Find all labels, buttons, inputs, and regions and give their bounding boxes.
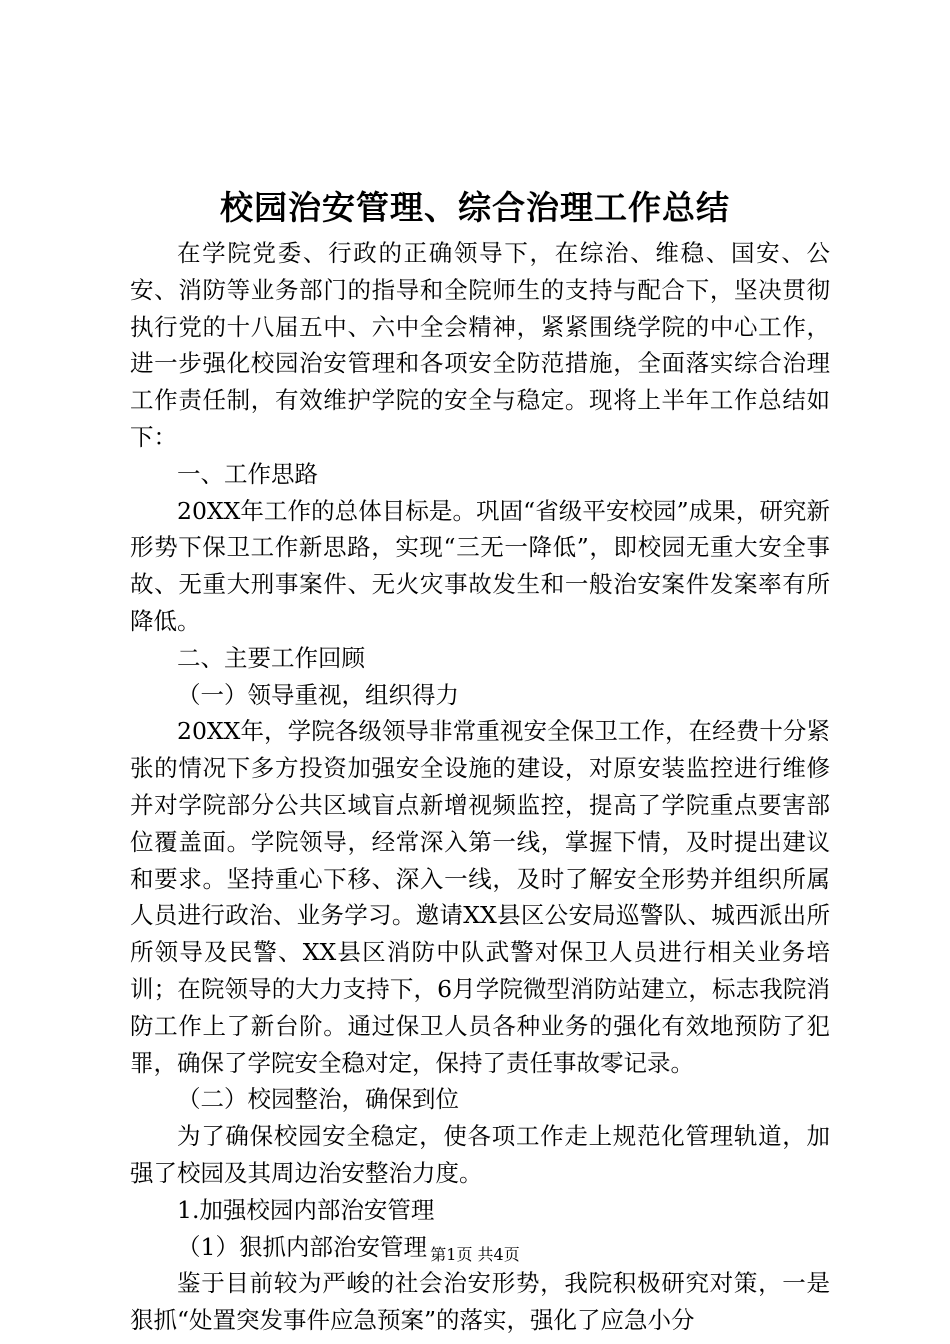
page-footer: 第1页 共4页	[430, 1245, 520, 1264]
subsection-heading-1: （一）领导重视，组织得力	[177, 680, 459, 709]
paragraph-campus-rectification: 为了确保校园安全稳定，使各项工作走上规范化管理轨道，加强了校园及其周边治安整治力度。	[130, 1122, 830, 1187]
document-body	[130, 235, 830, 1339]
item-subheading-1: （1）狠抓内部治安管理	[177, 1232, 427, 1261]
paragraph-intro: 在学院党委、行政的正确领导下，在综治、维稳、国安、公安、消防等业务部门的指导和全院师生的支持与配合下，坚决贯彻执行党的十八届五中、六中全会精神，紧紧围绕学院的中心工作，进一步强化校园治安管理和各项安全防范措施，全面落实综合治理工作责任制，有效维护学院的安全与稳定。现将上半年工作总结如下：	[130, 239, 830, 451]
item-heading-1: 1.加强校园内部治安管理	[177, 1195, 435, 1224]
paragraph-leadership: 20XX年，学院各级领导非常重视安全保卫工作，在经费十分紧张的情况下多方投资加强安全设施的建设，对原安装监控进行维修并对学院部分公共区域盲点新增视频监控，提高了学院重点要害部位覆盖面。学院领导，经常深入第一线，掌握下情，及时提出建议和要求。坚持重心下移、深入一线，及时了解安全形势并组织所属人员进行政治、业务学习。邀请XX县区公安局巡警队、城西派出所所领导及民警、XX县区消防中队武警对保卫人员进行相关业务培训；在院领导的大力支持下，6月学院微型消防站建立，标志我院消防工作上了新台阶。通过保卫人员各种业务的强化有效地预防了犯罪，确保了学院安全稳对定，保持了责任事故零记录。	[130, 717, 830, 1077]
paragraph-internal-security: 鉴于目前较为严峻的社会治安形势，我院积极研究对策，一是狠抓“处置突发事件应急预案”的落实，强化了应急小分	[130, 1269, 830, 1335]
document-title: 校园治安管理、综合治理工作总结	[220, 188, 730, 227]
section-heading-1: 一、工作思路	[177, 459, 318, 488]
paragraph-goals: 20XX年工作的总体目标是。巩固“省级平安校园”成果，研究新形势下保卫工作新思路，实现“三无一降低”，即校园无重大安全事故、无重大刑事案件、无火灾事故发生和一般治安案件发案率有所降低。	[130, 496, 830, 635]
subsection-heading-2: （二）校园整治，确保到位	[177, 1085, 459, 1114]
section-heading-2: 二、主要工作回顾	[177, 643, 365, 672]
